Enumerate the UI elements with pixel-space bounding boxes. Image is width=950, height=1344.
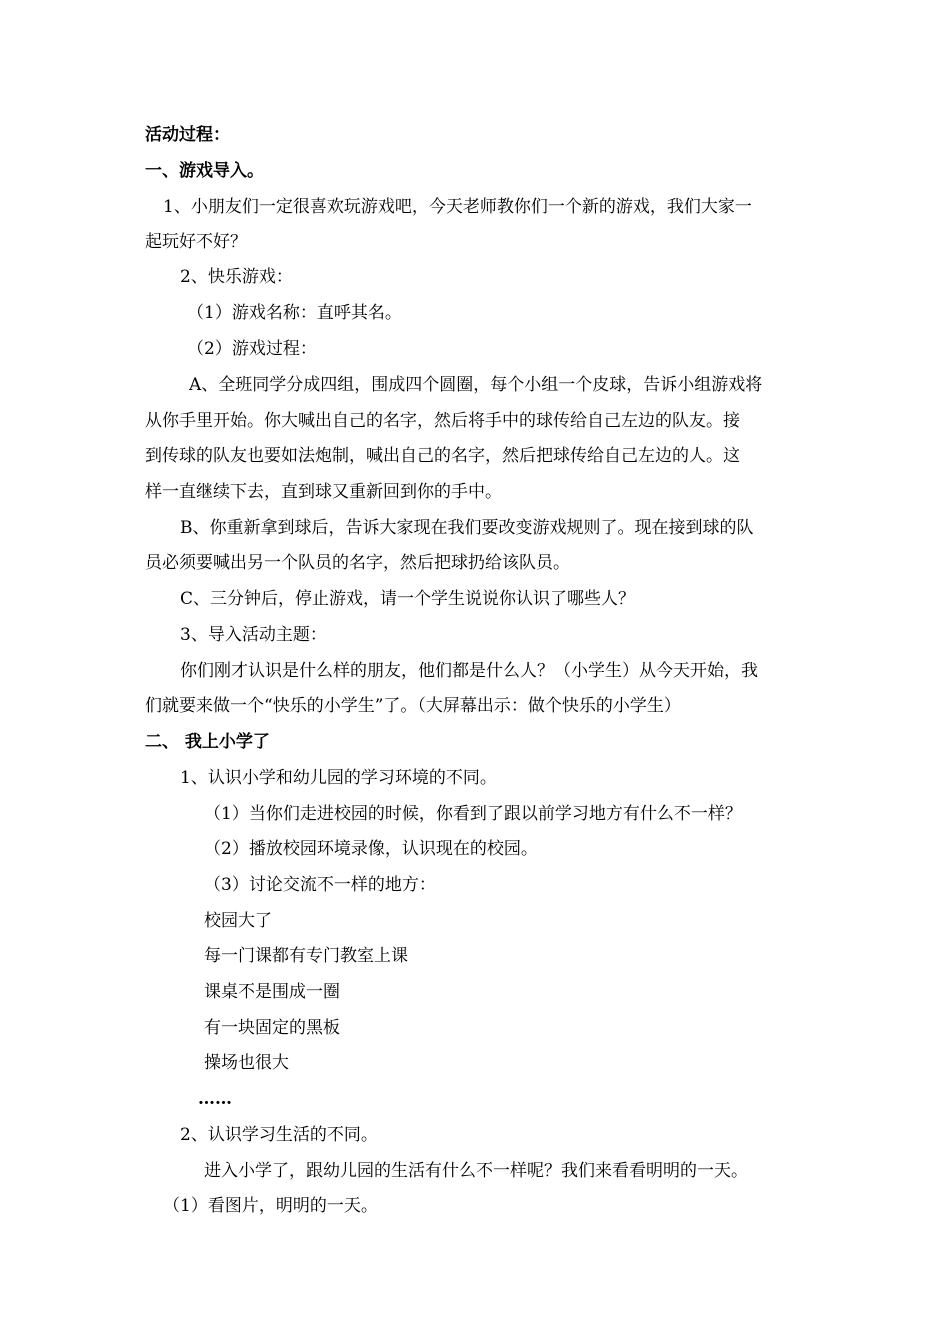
list-item-2: 2、快乐游戏： [180,267,293,287]
ellipsis: …… [198,1089,232,1109]
list-item-1: 1、认识小学和幼儿园的学习环境的不同。 [180,768,497,788]
sub-item-2: （2）播放校园环境录像，认识现在的校园。 [204,839,538,859]
list-item: 操场也很大 [204,1053,289,1073]
sub-item-1: （1）游戏名称：直呼其名。 [187,303,402,323]
list-item-2: 2、认识学习生活的不同。 [180,1125,378,1145]
list-item-3: 3、导入活动主题： [180,625,327,645]
paragraph-line: A、全班同学分成四组，围成四个圆圈，每个小组一个皮球，告诉小组游戏将 [189,375,763,395]
paragraph-line: 从你手里开始。你大喊出自己的名字，然后将手中的球传给自己左边的队友。接 [145,411,740,431]
list-item: 校园大了 [204,911,272,931]
sub-item-2: （2）游戏过程： [187,339,317,359]
sub-item-1: （1）当你们走进校园的时候，你看到了跟以前学习地方有什么不一样？ [204,804,742,824]
section1-title: 一、游戏导入。 [145,161,264,181]
paragraph-line: 到传球的队友也要如法炮制，喊出自己的名字，然后把球传给自己左边的人。这 [145,446,740,466]
paragraph-line: 1、小朋友们一定很喜欢玩游戏吧，今天老师教你们一个新的游戏，我们大家一 [163,197,752,217]
sub-item-3: （3）讨论交流不一样的地方： [204,875,436,895]
paragraph-line: 员必须要喊出另一个队员的名字，然后把球扔给该队员。 [145,553,570,573]
paragraph-line: 起玩好不好？ [145,232,247,252]
section2-title: 二、 我上小学了 [145,732,270,752]
paragraph-line: B、你重新拿到球后，告诉大家现在我们要改变游戏规则了。现在接到球的队 [180,518,754,538]
paragraph-line: 样一直继续下去，直到球又重新回到你的手中。 [145,482,502,502]
heading-activity-process: 活动过程： [145,125,230,145]
sub-item-4: （1）看图片，明明的一天。 [163,1196,378,1216]
list-item: 课桌不是围成一圈 [204,982,340,1002]
list-item: 每一门课都有专门教室上课 [204,946,408,966]
paragraph-line: 进入小学了，跟幼儿园的生活有什么不一样呢？我们来看看明明的一天。 [204,1161,748,1181]
paragraph-line: 们就要来做一个“快乐的小学生”了。（大屏幕出示：做个快乐的小学生） [145,696,681,716]
paragraph-line: 你们刚才认识是什么样的朋友，他们都是什么人？（小学生）从今天开始，我 [180,661,758,681]
list-item: 有一块固定的黑板 [204,1018,340,1038]
paragraph-line: C、三分钟后，停止游戏，请一个学生说说你认识了哪些人？ [180,589,636,609]
